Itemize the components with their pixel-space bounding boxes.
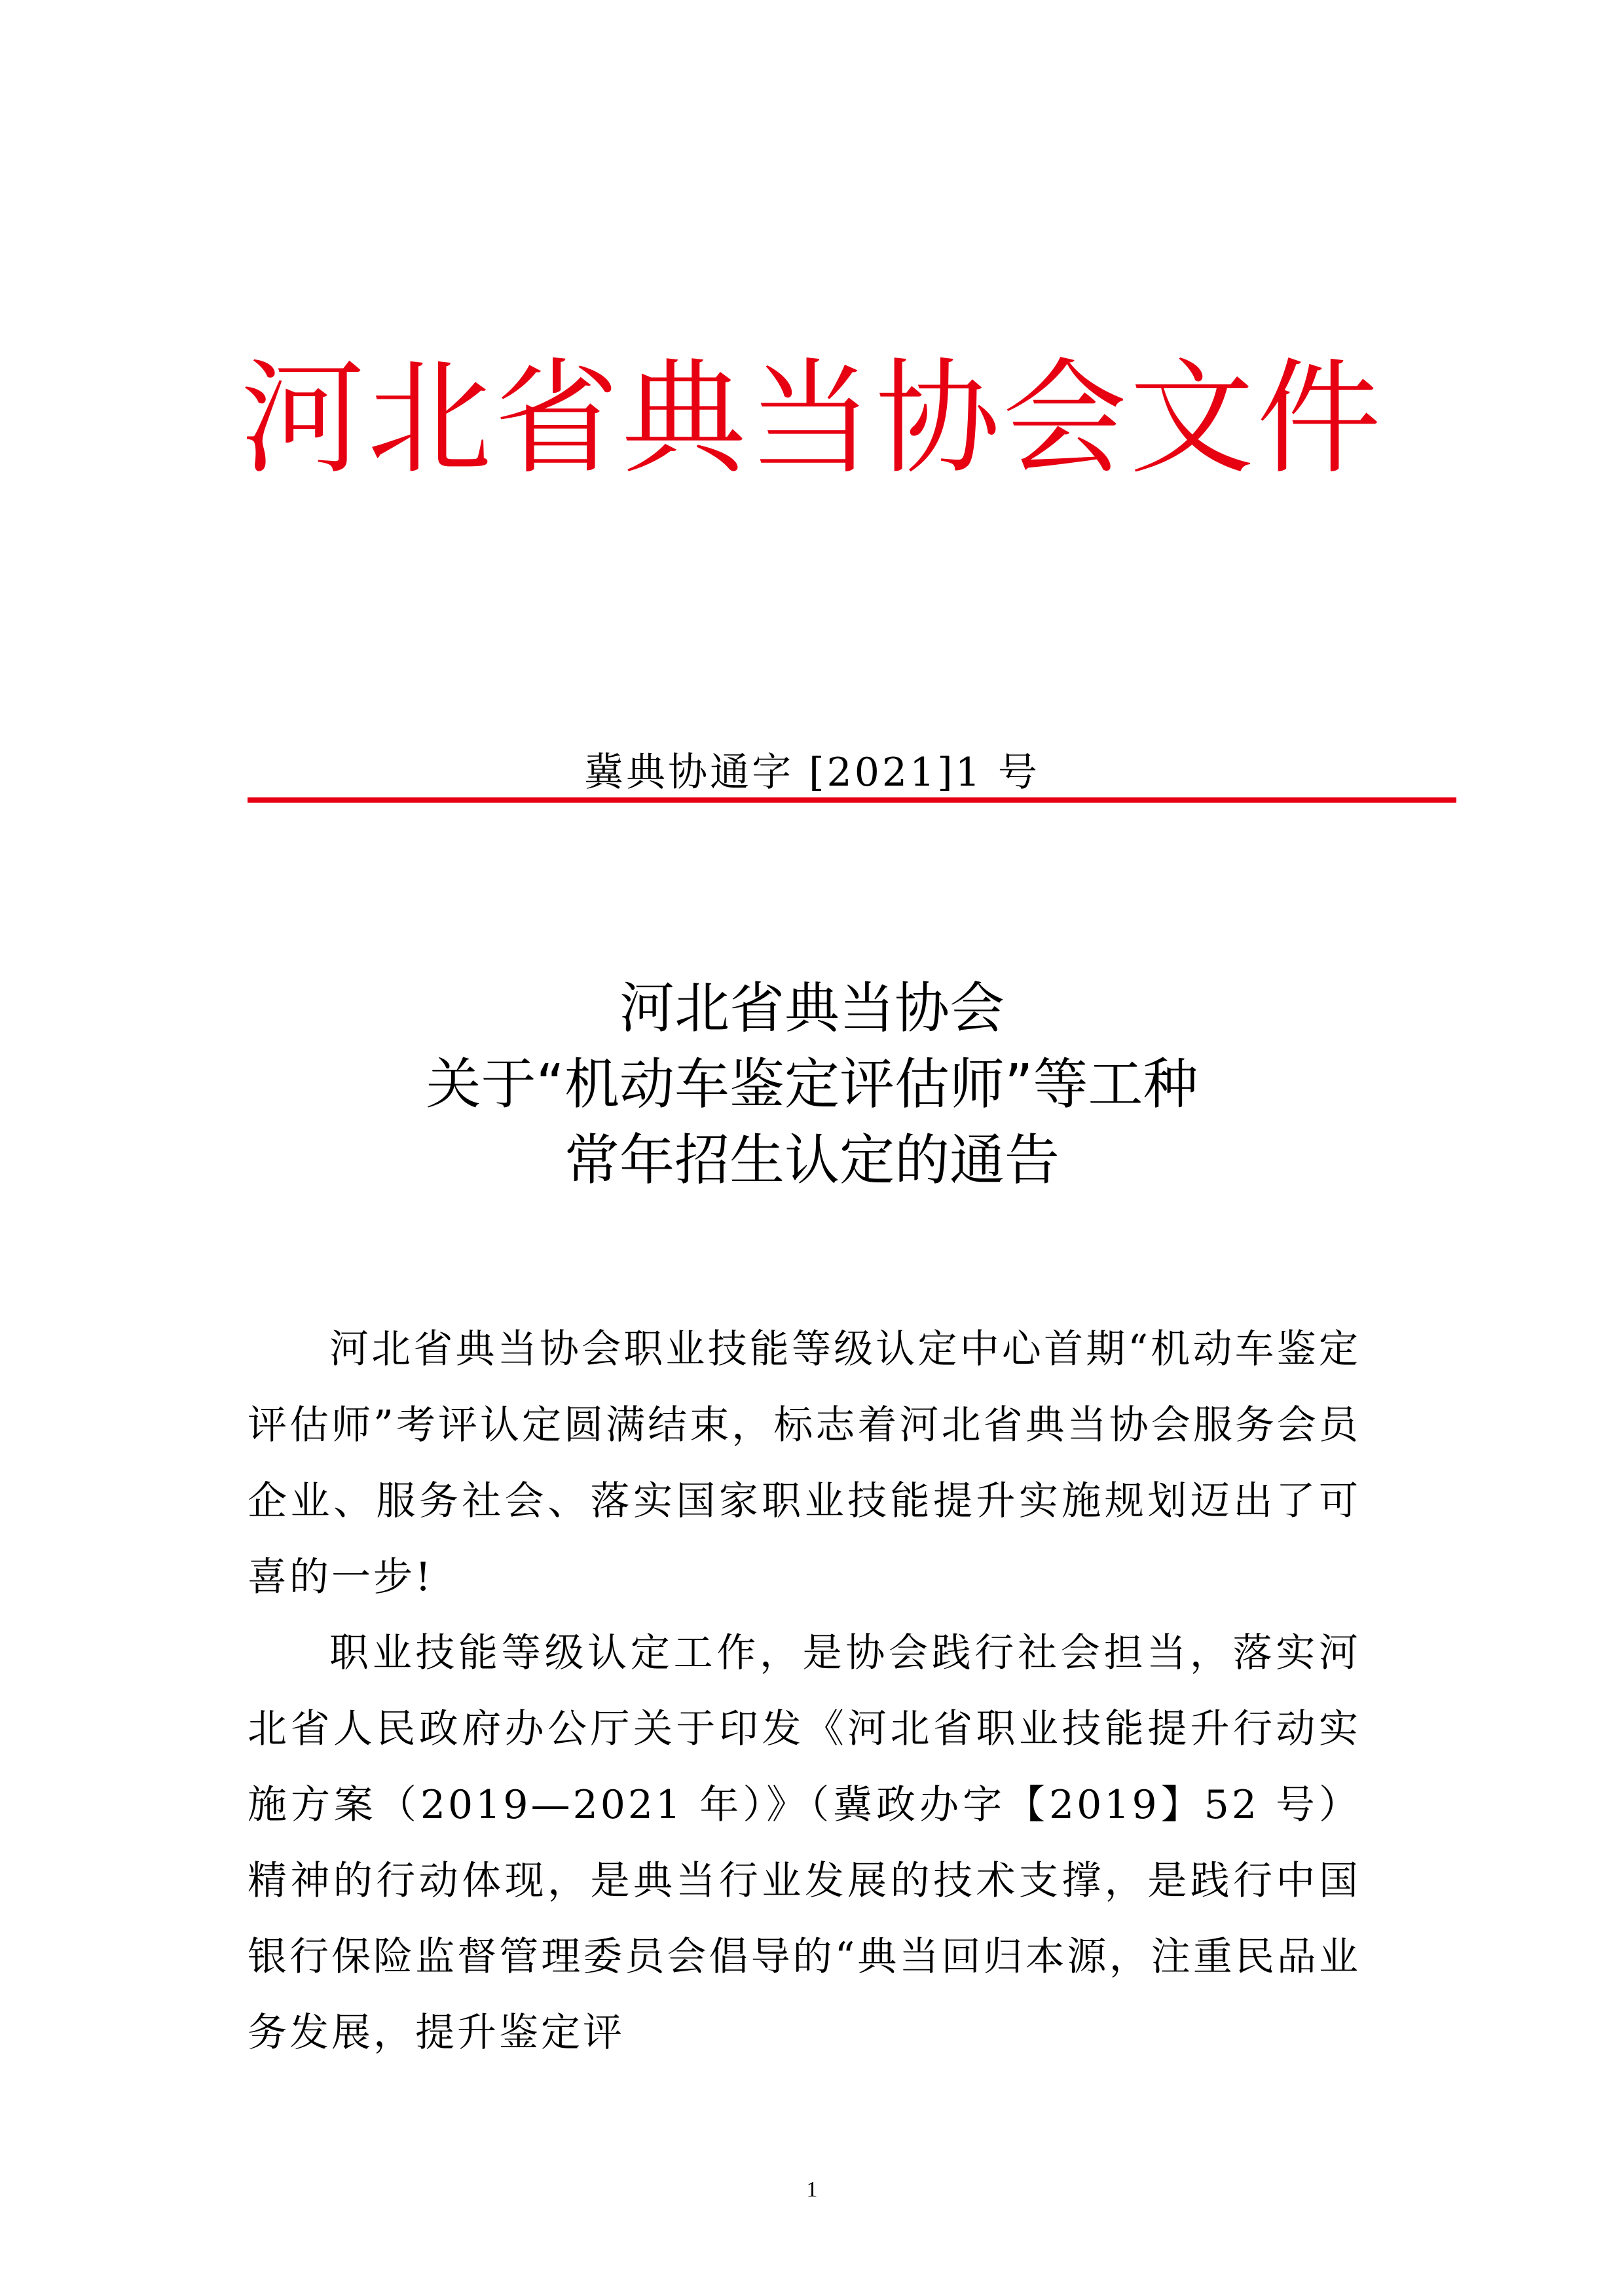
title-line-1: 河北省典当协会: [619, 976, 1005, 1040]
notice-title: [0, 970, 1624, 1198]
body-text: [248, 1311, 1361, 2071]
body-paragraph-2: 职业技能等级认定工作，是协会践行社会担当，落实河北省人民政府办公厅关于印发《河北省职业技能提升行动实施方案（2019—2021 年）》（冀政办字【2019】52 号）精神的行动体现，是典当行业发展的技术支撑，是践行中国银行保险监督管理委员会倡导的“典当回归本源，注重民品业务发展，提升鉴定评: [248, 1630, 1361, 2056]
masthead-title: 河北省典当协会文件: [240, 346, 1384, 491]
document-number: 冀典协通字 [2021]1 号: [584, 750, 1040, 795]
page-number: 1: [806, 2178, 818, 2202]
title-line-3: 常年招生认定的通告: [564, 1128, 1060, 1192]
body-paragraph-1: 河北省典当协会职业技能等级认定中心首期“机动车鉴定评估师”考评认定圆满结束，标志着河北省典当协会服务会员企业、服务社会、落实国家职业技能提升实施规划迈出了可喜的一步!: [248, 1326, 1361, 1600]
title-line-2: 关于“机动车鉴定评估师”等工种: [426, 1052, 1198, 1116]
red-divider-rule: [248, 797, 1456, 803]
